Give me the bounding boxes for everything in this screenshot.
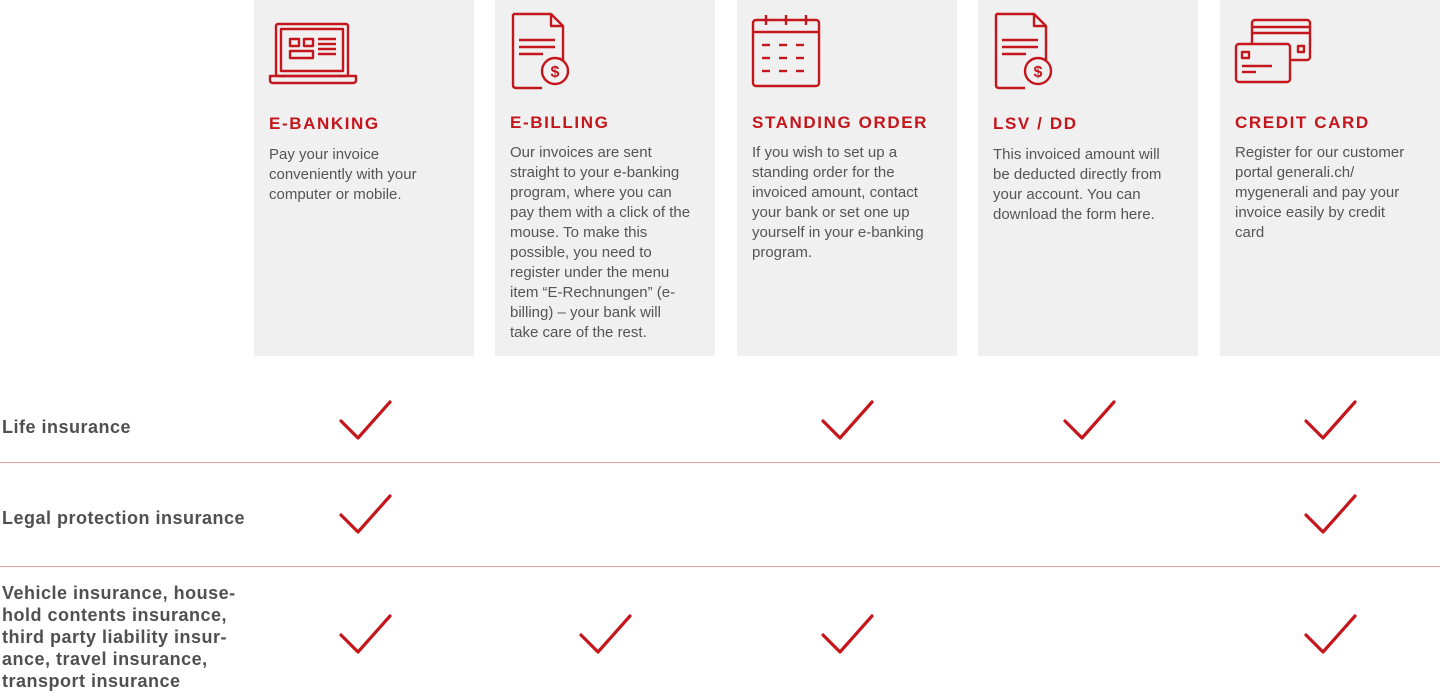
row-label-vehicle-household: Vehicle insurance, house-hold contents insurance, third party liability insur-ance, travel insurance, transport insurance <box>2 583 236 691</box>
checkmark-icon <box>338 492 394 538</box>
svg-text:$: $ <box>550 64 560 81</box>
checkmark-icon <box>1303 492 1359 538</box>
credit-cards-icon <box>1234 12 1324 92</box>
svg-text:$: $ <box>1033 64 1043 81</box>
method-title: E-BILLING <box>510 113 610 132</box>
calendar-icon <box>751 12 841 92</box>
method-card-lsv-dd <box>978 0 1198 356</box>
checkmark-icon <box>820 398 876 444</box>
row-divider <box>0 462 1440 463</box>
method-description: Pay your invoice conveniently with your computer or mobile. <box>269 146 417 203</box>
method-card-standing-order <box>737 0 957 356</box>
method-card-e-billing <box>495 0 715 356</box>
row-label-legal-protection: Legal protection insurance <box>2 508 246 528</box>
laptop-icon <box>268 12 358 92</box>
checkmark-icon <box>578 612 634 658</box>
checkmark-icon <box>1062 398 1118 444</box>
method-card-e-banking <box>254 0 474 356</box>
checkmark-icon <box>338 612 394 658</box>
checkmark-icon <box>338 398 394 444</box>
method-description: Register for our customer portal generali.ch/ mygenerali and pay your invoice easily by credit card <box>1235 144 1405 241</box>
method-title: LSV / DD <box>993 114 1078 133</box>
method-title: CREDIT CARD <box>1235 113 1370 132</box>
method-card-credit-card <box>1220 0 1440 356</box>
method-description: If you wish to set up a standing order for the invoiced amount, contact your bank or set one up yourself in your e-banking program. <box>752 144 924 261</box>
row-label-life-insurance: Life insurance <box>2 417 132 437</box>
invoice-dollar-icon <box>509 12 599 92</box>
method-title: E-BANKING <box>269 114 380 133</box>
method-description: Our invoices are sent straight to your e-banking program, where you can pay them with a click of the mouse. To make this possible, you need to register under the menu item “E-Rechnungen” (e-billing) – your bank will take care of the rest. <box>510 144 691 341</box>
checkmark-icon <box>1303 612 1359 658</box>
invoice-dollar-icon <box>992 12 1082 92</box>
checkmark-icon <box>820 612 876 658</box>
checkmark-icon <box>1303 398 1359 444</box>
method-description: This invoiced amount will be deducted directly from your account. You can download the form here. <box>993 146 1162 223</box>
method-title: STANDING ORDER <box>752 113 929 132</box>
row-divider <box>0 566 1440 567</box>
